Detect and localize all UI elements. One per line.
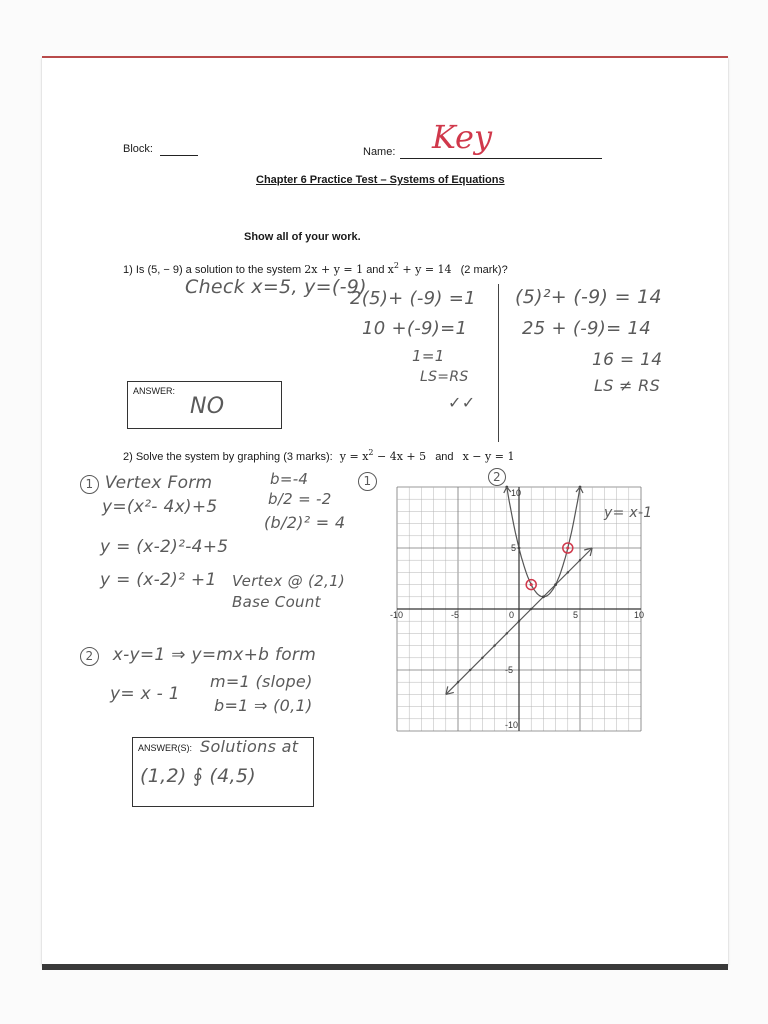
q1-checkmarks: ✓✓: [448, 393, 476, 412]
q1-eq2-sup: 2: [393, 261, 399, 270]
q2-s2-y: y= x - 1: [110, 684, 180, 704]
q2-eq1-sup: 2: [368, 448, 374, 457]
q1-answer-label: ANSWER:: [133, 386, 176, 396]
line-point: [506, 632, 508, 634]
line-point: [457, 681, 459, 683]
page-title: Chapter 6 Practice Test – Systems of Equations: [256, 174, 505, 186]
intersection-point: [566, 547, 569, 550]
q1-answer-value: NO: [190, 394, 225, 419]
q1-right-line3: 16 = 14: [592, 350, 663, 370]
page-top-edge: [42, 56, 728, 58]
q2-vertex-at: Vertex @ (2,1): [232, 572, 346, 590]
intersection-point: [530, 583, 533, 586]
line-point: [493, 644, 495, 646]
q2-prompt-text: 2) Solve the system by graphing (3 marks):: [123, 451, 333, 463]
q1-left-line3: 1=1: [412, 347, 445, 365]
q1-eq2: [388, 263, 452, 276]
q1-eq2-x: x: [387, 263, 394, 276]
q2-b2: b/2 = -2: [268, 490, 332, 508]
y-tick-label: 10: [511, 488, 522, 498]
q1-prompt-text: 1) Is (5, − 9) a solution to the system: [123, 264, 302, 276]
instruction: Show all of your work.: [244, 231, 361, 243]
q2-step2: [80, 645, 316, 666]
q2-base-count: Base Count: [232, 593, 321, 611]
name-value: Key: [432, 118, 493, 156]
q2-b1: b=-4: [270, 470, 309, 488]
line-point: [481, 657, 483, 659]
q2-and: and: [435, 451, 454, 463]
line-point: [567, 571, 569, 573]
q2-eq1-b: − 4x + 5: [377, 450, 427, 463]
q2-answer-line1: Solutions at: [200, 737, 299, 756]
step2-circle: 2: [80, 647, 99, 666]
block-label: Block:: [123, 143, 153, 155]
q2-prompt: [123, 450, 514, 463]
x-tick-label: -5: [451, 610, 460, 620]
y-tick-label: -5: [505, 665, 514, 675]
q2-answer-line2: (1,2) ∮ (4,5): [140, 765, 256, 787]
graph-step1-circle: 1: [358, 472, 377, 491]
q2-v2: y = (x-2)²-4+5: [100, 537, 229, 557]
q1-eq1: 2x + y = 1: [304, 263, 364, 276]
line-point: [530, 608, 532, 610]
parabola-point: [518, 547, 521, 550]
y-tick-label: 5: [511, 543, 517, 553]
step1-circle: 1: [80, 475, 99, 494]
q2-s2-b: b=1 ⇒ (0,1): [214, 696, 313, 715]
vertex-form-heading: Vertex Form: [104, 473, 213, 493]
graph-step1-marker: [358, 472, 377, 491]
line-point: [469, 669, 471, 671]
q1-left-line1: 2(5)+ (-9) =1: [350, 288, 476, 309]
graph-step2-circle: 2: [488, 468, 506, 486]
page-bottom-edge: [42, 964, 728, 970]
graph-line-label: y= x-1: [604, 505, 653, 521]
q1-right-line2: 25 + (-9)= 14: [522, 318, 652, 339]
q1-check: Check x=5, y=(-9): [185, 276, 367, 298]
line-point: [518, 620, 520, 622]
name-label: Name:: [363, 146, 396, 158]
parabola-point: [554, 583, 557, 586]
q1-right-line1: (5)²+ (-9) = 14: [515, 286, 662, 308]
x-tick-label: 10: [634, 610, 645, 620]
q2-step1-marker: [80, 473, 212, 494]
q2-eq1: [340, 450, 426, 463]
q2-answer-label: ANSWER(S):: [138, 743, 192, 753]
q1-work-divider: [498, 284, 499, 442]
q1-eq2-rest: + y = 14: [402, 263, 452, 276]
q1-left-line2: 10 +(-9)=1: [362, 318, 468, 339]
x-tick-label: 5: [573, 610, 579, 620]
step2-line: x-y=1 ⇒ y=mx+b form: [112, 645, 317, 665]
q2-eq2: x − y = 1: [462, 450, 515, 463]
y-tick-label: -10: [505, 720, 519, 730]
x-tick-label: 0: [509, 610, 515, 620]
q2-b3: (b/2)² = 4: [264, 513, 346, 532]
x-tick-label: -10: [390, 610, 404, 620]
q1-prompt: [123, 263, 508, 276]
q1-and: and: [366, 264, 385, 276]
name-blank: [400, 158, 602, 159]
line-point: [579, 559, 581, 561]
q1-right-line4: LS ≠ RS: [594, 376, 661, 395]
q2-eq1-a: y = x: [339, 450, 369, 463]
q2-v3: y = (x-2)² +1: [100, 570, 217, 590]
q1-marks: (2 mark)?: [460, 264, 508, 276]
graph-step2-marker: [488, 468, 506, 486]
block-blank: [160, 155, 198, 156]
parabola-point: [542, 595, 545, 598]
coordinate-grid: [390, 487, 645, 731]
graph-area: [390, 487, 645, 736]
q1-left-line4: LS=RS: [420, 369, 469, 385]
q2-v1: y=(x²- 4x)+5: [102, 497, 218, 517]
q2-s2-m: m=1 (slope): [210, 672, 313, 691]
